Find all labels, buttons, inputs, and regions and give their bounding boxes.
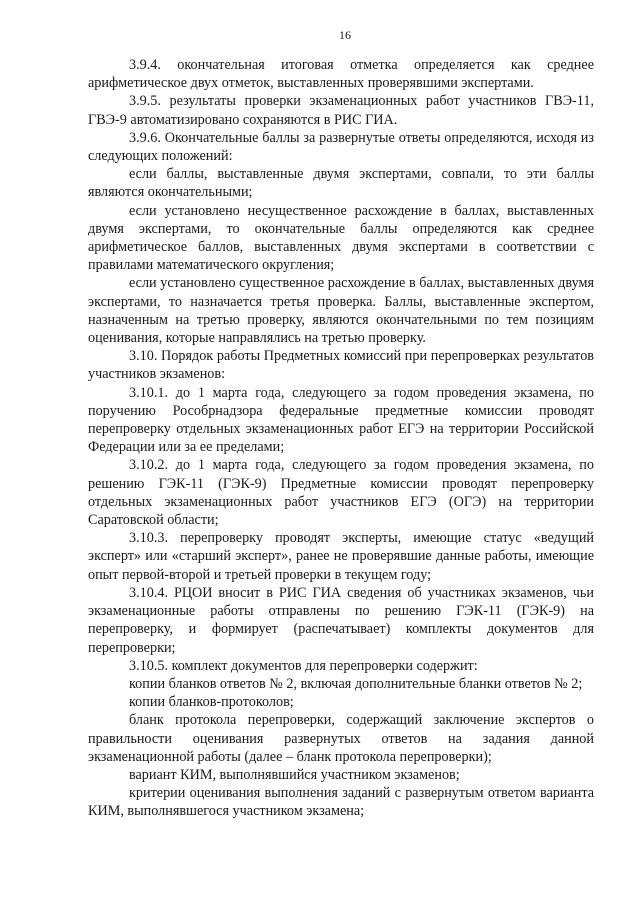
paragraph-3-9-5: 3.9.5. результаты проверки экзаменационных работ участников ГВЭ-11, ГВЭ-9 автоматизировано сохраняются в РИС ГИА. xyxy=(88,93,594,128)
paragraph-3-10-3: 3.10.3. перепроверку проводят эксперты, имеющие статус «ведущий эксперт» или «старший эксперт», ранее не проверявшие данные работы, имеющие опыт первой-второй и третьей проверки в текущем году; xyxy=(88,530,594,583)
list-item-protocol-copies: копии бланков-протоколов; xyxy=(129,694,294,711)
page-number: 16 xyxy=(339,28,351,42)
paragraph-3-9-6: 3.9.6. Окончательные баллы за развернутые ответы определяются, исходя из следующих положений: xyxy=(88,129,594,165)
list-item-grading-criteria: критерии оценивания выполнения заданий с развернутым ответом варианта КИМ, выполнявшегося участником экзамена; xyxy=(88,785,594,820)
paragraph-3-9-4: 3.9.4. окончательная итоговая отметка определяется как среднее арифметическое двух отметок, выставленных проверявшими экспертами. xyxy=(88,57,594,92)
list-item-kim-variant: вариант КИМ, выполнявшийся участником экзаменов; xyxy=(129,766,460,783)
paragraph-scores-matched: если баллы, выставленные двумя экспертами, совпали, то эти баллы являются окончательными; xyxy=(88,166,594,201)
paragraph-3-10-4: 3.10.4. РЦОИ вносит в РИС ГИА сведения об участниках экзаменов, чьи экзаменационные работы отправлены по решению ГЭК-11 (ГЭК-9) на перепроверку, и формирует (распечатывает) комплекты документов для перепроверки; xyxy=(88,584,594,656)
paragraph-3-10: 3.10. Порядок работы Предметных комиссий при перепроверках результатов участников экзаменов: xyxy=(88,348,594,383)
paragraph-3-10-5: 3.10.5. комплект документов для перепроверки содержит: xyxy=(129,657,478,674)
paragraph-3-10-2: 3.10.2. до 1 марта года, следующего за годом проведения экзамена, по решению ГЭК-11 (ГЭК-9) Предметные комиссии проводят перепроверку отдельных экзаменационных работ участников ЕГЭ (ОГЭ) на территории Саратовской области; xyxy=(88,457,594,529)
list-item-recheck-protocol: бланк протокола перепроверки, содержащий заключение экспертов о правильности оценивания развернутых ответов на задания данной экзаменационной работы (далее – бланк протокола перепроверки); xyxy=(88,712,594,765)
paragraph-major-discrepancy: если установлено существенное расхождение в баллах, выставленных двумя экспертами, то назначается третья проверка. Баллы, выставленные экспертом, назначенным на третью проверку, являются окончательными по тем позициям оценивания, которые направлялись на третью проверку. xyxy=(88,275,594,347)
paragraph-minor-discrepancy: если установлено несущественное расхождение в баллах, выставленных двумя экспертами, то окончательные баллы определяются как среднее арифметическое баллов, выставленных двумя экспертами в соответствии с правилами математического округления; xyxy=(88,202,594,274)
list-item-answer-sheets: копии бланков ответов № 2, включая дополнительные бланки ответов № 2; xyxy=(129,675,583,692)
paragraph-3-10-1: 3.10.1. до 1 марта года, следующего за годом проведения экзамена, по поручению Рособрнадзора федеральные предметные комиссии проводят перепроверку отдельных экзаменационных работ ЕГЭ на территории Российской Федерации или за ее пределами; xyxy=(88,384,594,456)
